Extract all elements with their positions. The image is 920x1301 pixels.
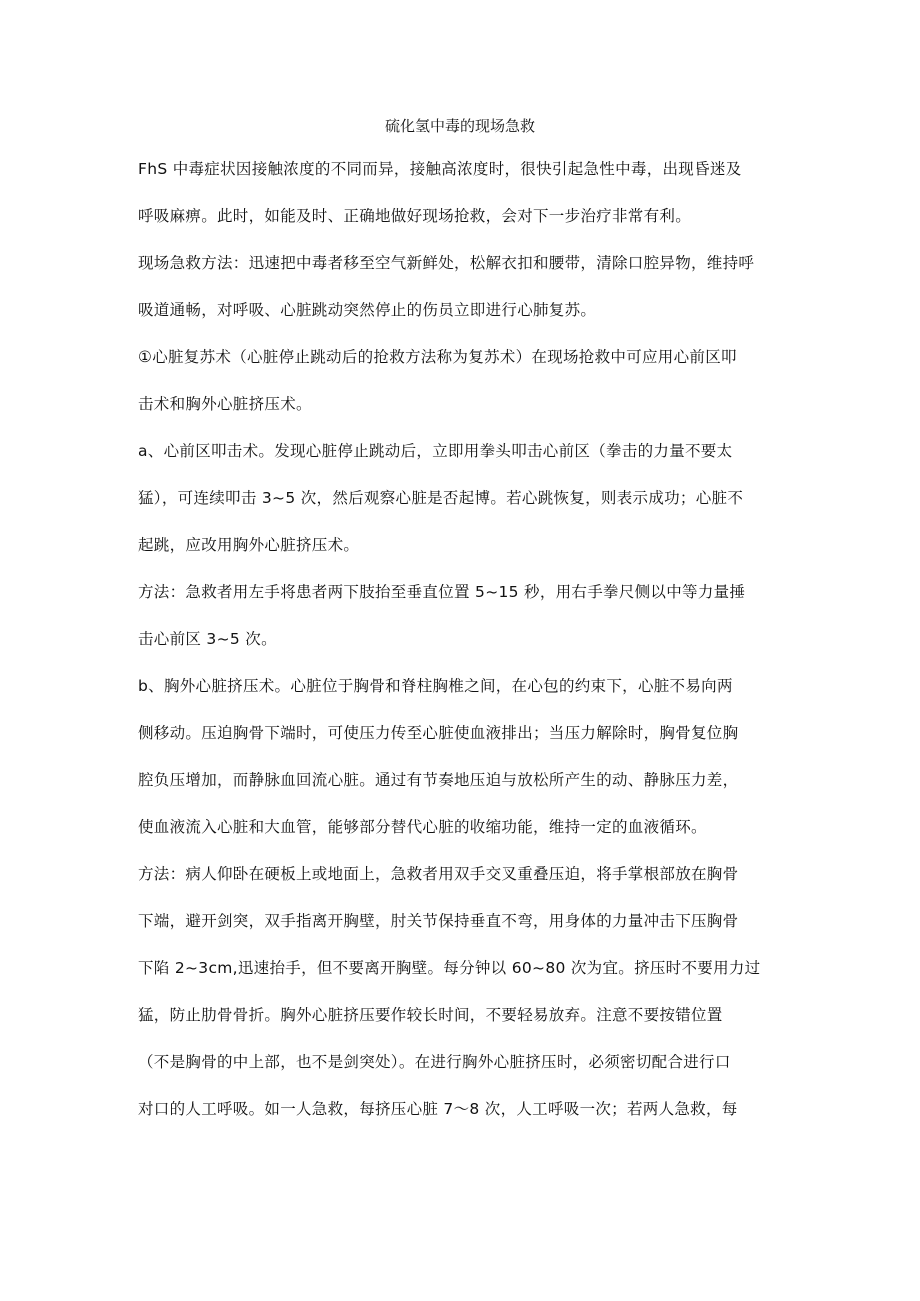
text-line: 吸道通畅，对呼吸、心脏跳动突然停止的伤员立即进行心肺复苏。 [138, 301, 597, 319]
text-line: b、胸外心脏挤压术。心脏位于胸骨和脊柱胸椎之间，在心包的约束下，心脏不易向两 [138, 677, 733, 695]
text-line: 现场急救方法：迅速把中毒者移至空气新鲜处，松解衣扣和腰带，清除口腔异物，维持呼 [138, 254, 755, 272]
text-line: 击术和胸外心脏挤压术。 [138, 395, 312, 413]
text-line: FhS 中毒症状因接触浓度的不同而异，接触高浓度时，很快引起急性中毒，出现昏迷及 [138, 160, 742, 178]
document-title: 硫化氢中毒的现场急救 [384, 117, 535, 135]
text-line: 猛），可连续叩击 3~5 次，然后观察心脏是否起博。若心跳恢复，则表示成功；心脏不 [138, 489, 744, 507]
text-line: 起跳，应改用胸外心脏挤压术。 [138, 536, 360, 554]
text-line: 击心前区 3~5 次。 [138, 630, 277, 648]
text-line: ①心脏复苏术（心脏停止跳动后的抢救方法称为复苏术）在现场抢救中可应用心前区叩 [138, 348, 737, 366]
text-line: 方法：急救者用左手将患者两下肢抬至垂直位置 5~15 秒，用右手拳尺侧以中等力量捶 [138, 583, 746, 601]
paragraph-thump-method [138, 577, 786, 654]
text-line: 腔负压增加，而静脉血回流心脏。通过有节奏地压迫与放松所产生的动、静脉压力差， [138, 771, 739, 789]
paragraph-precordial-thump [138, 436, 786, 560]
text-line: 下端，避开剑突，双手指离开胸壁，肘关节保持垂直不弯，用身体的力量冲击下压胸骨 [138, 912, 739, 930]
text-line: 猛，防止肋骨骨折。胸外心脏挤压要作较长时间，不要轻易放弃。注意不要按错位置 [138, 1006, 723, 1024]
paragraph-intro [138, 154, 786, 231]
text-line: 侧移动。压迫胸骨下端时，可使压力传至心脏使血液排出；当压力解除时，胸骨复位胸 [138, 724, 739, 742]
paragraph-onsite-method [138, 248, 786, 325]
text-line: 方法：病人仰卧在硬板上或地面上，急救者用双手交叉重叠压迫，将手掌根部放在胸骨 [138, 865, 739, 883]
paragraph-chest-compression [138, 671, 786, 842]
paragraph-compression-method [138, 859, 786, 1124]
text-line: 下陷 2~3cm,迅速抬手，但不要离开胸壁。每分钟以 60~80 次为宜。挤压时不要用力过 [138, 959, 761, 977]
text-line: 对口的人工呼吸。如一人急救，每挤压心脏 7～8 次，人工呼吸一次；若两人急救，每 [138, 1100, 738, 1118]
text-line: a、心前区叩击术。发现心脏停止跳动后，立即用拳头叩击心前区（拳击的力量不要太 [138, 442, 733, 460]
document-body [138, 154, 786, 1130]
paragraph-resuscitation [138, 342, 786, 419]
text-line: 呼吸麻痹。此时，如能及时、正确地做好现场抢救，会对下一步治疗非常有利。 [138, 207, 692, 225]
text-line: 使血液流入心脏和大血管，能够部分替代心脏的收缩功能，维持一定的血液循环。 [138, 818, 707, 836]
text-line: （不是胸骨的中上部，也不是剑突处）。在进行胸外心脏挤压时，必须密切配合进行口 [138, 1053, 731, 1071]
